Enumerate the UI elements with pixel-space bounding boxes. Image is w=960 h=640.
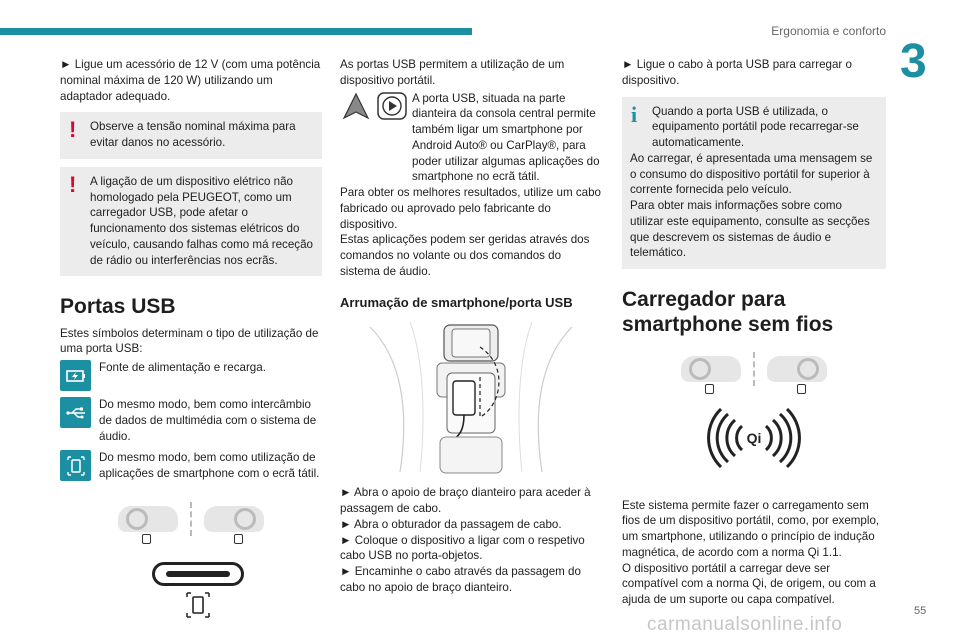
steering-wheel-rhd-icon (204, 506, 264, 532)
heading-storage-usb: Arrumação de smartphone/porta USB (340, 294, 573, 310)
steering-wheel-lhd-icon (118, 506, 178, 532)
column-left (60, 57, 322, 618)
wireless-description: Este sistema permite fazer o carregamento sem fios de um dispositivo portátil, como, por exemplo, um smartphone, utilizando o princípio de indução magnética, de acordo com a norma Qi 1.1. (622, 498, 880, 559)
steering-wheel-illustration (622, 352, 886, 386)
symbol-text: Do mesmo modo, bem como intercâmbio de dados de multimédia com o sistema de áudio. (99, 398, 317, 443)
usb-usage-text: As portas USB permitem a utilização de um dispositivo portátil. (340, 58, 565, 87)
apps-control-text: Estas aplicações podem ser geridas através dos comandos no volante ou dos comandos do sistema de áudio. (340, 233, 590, 278)
info-text: Para obter mais informações sobre como utilizar este equipamento, consulte as secções que descrevem os sistemas de áudio e telemático. (630, 199, 870, 260)
warning-box-homologation (60, 167, 322, 277)
smartphone-mirror-icon (60, 450, 91, 481)
step-item: ► Abra o obturador da passagem de cabo. (340, 517, 562, 531)
column-middle (340, 57, 602, 596)
heading-usb-ports: Portas USB (60, 295, 176, 319)
carplay-icon (376, 91, 408, 121)
battery-charge-icon (60, 360, 91, 391)
console-storage-illustration (340, 317, 602, 477)
steering-wheel-rhd-icon (767, 356, 827, 382)
android-carplay-text: A porta USB, situada na parte dianteira da consola central permite também ligar um smartphone por Android Auto® ou CarPlay®, para poder utilizar algumas aplicações do smartphone no ecrã tátil. (412, 91, 600, 184)
column-right (622, 57, 886, 608)
info-text: Ao carregar, é apresentada uma mensagem se o consumo do dispositivo portátil for superior à corrente fornecida pelo veículo. (630, 151, 873, 197)
usb-icon (60, 397, 91, 428)
warning-box-voltage (60, 112, 322, 159)
smartphone-mirror-small-icon (186, 592, 210, 618)
qi-compatibility: O dispositivo portátil a carregar deve ser compatível com a norma Qi, de origem, ou com a ajuda de um suporte ou capa compatível. (622, 561, 876, 607)
usb-c-port-icon (152, 562, 244, 586)
page-number: 55 (914, 605, 927, 617)
warning-text: Observe a tensão nominal máxima para evitar danos no acessório. (90, 120, 296, 150)
symbol-row-smartphone (60, 450, 322, 482)
symbol-text: Do mesmo modo, bem como utilização de aplicações de smartphone com o ecrã tátil. (99, 451, 320, 481)
steering-wheel-lhd-icon (681, 356, 741, 382)
warning-exclamation-icon: ! (69, 117, 77, 143)
instruction-12v: ► Ligue um acessório de 12 V (com uma potência nominal máxima de 120 W) utilizando um adaptador adequado. (60, 58, 321, 103)
usb-intro: Estes símbolos determinam o tipo de utilização de uma porta USB: (60, 326, 319, 356)
section-title: Ergonomia e conforto (771, 24, 886, 38)
step-item: ► Encaminhe o cabo através da passagem do cabo no apoio de braço dianteiro. (340, 565, 581, 594)
divider (753, 352, 755, 386)
symbol-row-usb (60, 397, 322, 444)
step-item: ► Abra o apoio de braço dianteiro para aceder à passagem de cabo. (340, 486, 591, 516)
chapter-number: 3 (900, 35, 927, 88)
cable-advice: Para obter os melhores resultados, utilize um cabo fabricado ou aprovado pelo fabricante do dispositivo. (340, 186, 601, 231)
info-box-usb-charging (622, 97, 886, 270)
symbol-row-charge (60, 360, 322, 391)
header-accent-bar (0, 28, 472, 35)
info-icon: i (631, 101, 638, 127)
steps-list (340, 485, 602, 595)
android-auto-icon (340, 91, 372, 121)
heading-wireless-charger: Carregador para smartphone sem fios (622, 288, 834, 337)
qi-wireless-icon (704, 408, 804, 468)
watermark: carmanualsonline.info (647, 614, 843, 635)
step-item: ► Coloque o dispositivo a ligar com o respetivo cabo USB no porta-objetos. (340, 533, 585, 563)
android-carplay-block (340, 91, 602, 186)
warning-exclamation-icon: ! (69, 171, 77, 197)
warning-text: A ligação de um dispositivo elétrico não homologado pela PEUGEOT, como um carregador USB, pode afetar o funcionamento dos sistemas elétricos do veículo, causando falhas como má receção de rádio ou interferências nos ecrãs. (90, 174, 313, 267)
symbol-text: Fonte de alimentação e recarga. (99, 361, 266, 375)
steering-wheel-illustration (60, 502, 322, 536)
qi-label: Qi (746, 429, 762, 446)
usb-c-port-illustration (152, 562, 322, 618)
divider (190, 502, 192, 536)
info-text: Quando a porta USB é utilizada, o equipamento portátil pode recarregar-se automaticamente. (652, 104, 859, 150)
instruction-connect-cable: ► Ligue o cabo à porta USB para carregar o dispositivo. (622, 58, 852, 87)
